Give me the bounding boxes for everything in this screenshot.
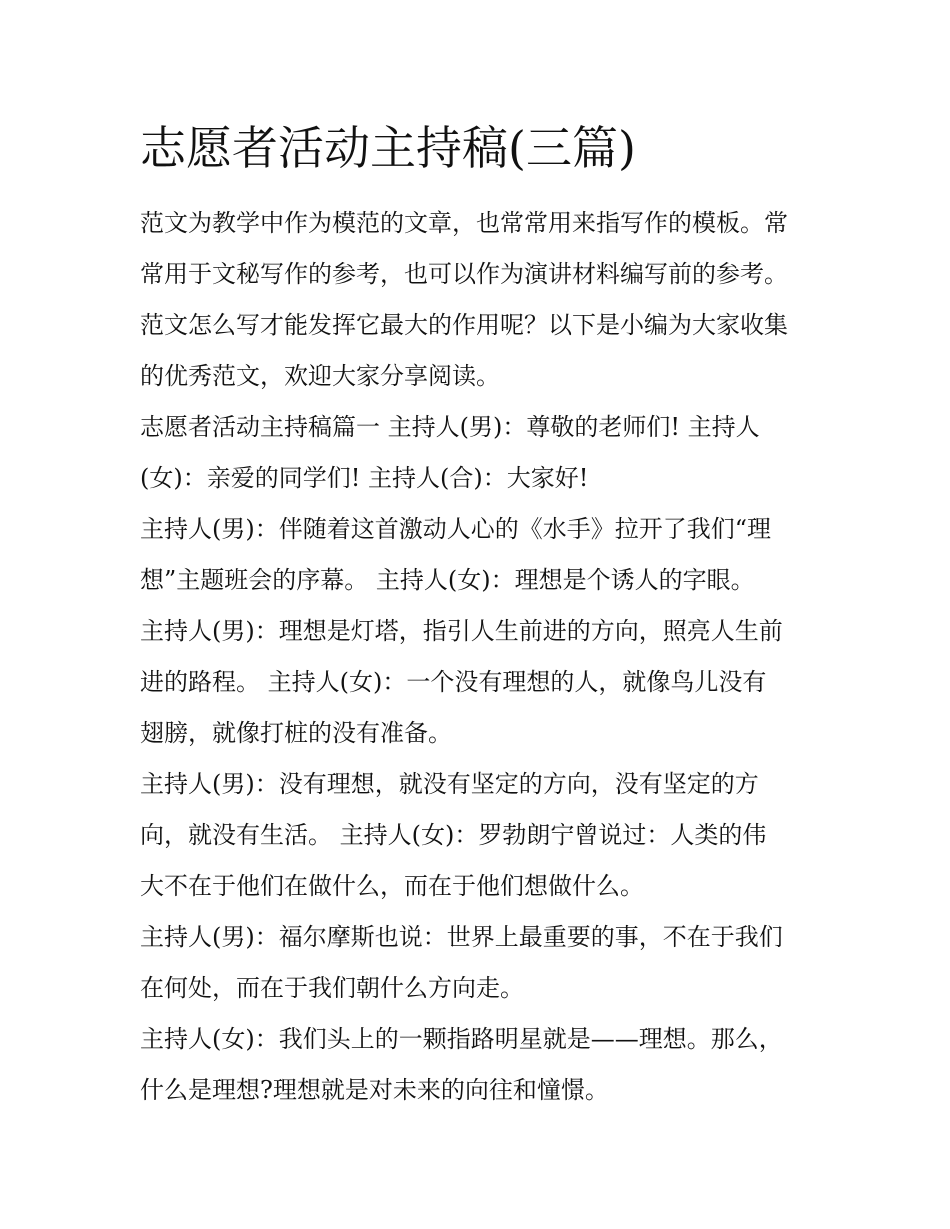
document-body	[140, 198, 820, 1116]
body-line: 范文为教学中作为模范的文章，也常常用来指写作的模板。常	[140, 209, 788, 237]
body-line: 范文怎么写才能发挥它最大的作用呢？以下是小编为大家收集	[140, 311, 788, 339]
body-line: 在何处，而在于我们朝什么方向走。	[140, 974, 524, 1002]
body-line: 主持人(男)：理想是灯塔，指引人生前进的方向，照亮人生前	[140, 617, 783, 645]
body-line: 大不在于他们在做什么，而在于他们想做什么。	[140, 872, 644, 900]
body-line: (女)：亲爱的同学们! 主持人(合)：大家好!	[140, 464, 589, 492]
body-line: 的优秀范文，欢迎大家分享阅读。	[140, 362, 500, 390]
body-line: 常用于文秘写作的参考，也可以作为演讲材料编写前的参考。	[140, 260, 788, 288]
body-line: 主持人(男)：伴随着这首激动人心的《水手》拉开了我们“理	[140, 515, 771, 543]
body-line: 主持人(女)：我们头上的一颗指路明星就是——理想。那么，	[140, 1025, 783, 1053]
body-line: 志愿者活动主持稿篇一 主持人(男)：尊敬的老师们! 主持人	[140, 413, 760, 441]
body-line: 进的路程。 主持人(女)：一个没有理想的人，就像鸟儿没有	[140, 668, 767, 696]
document-title: 志愿者活动主持稿(三篇)	[140, 121, 636, 175]
body-line: 想”主题班会的序幕。 主持人(女)：理想是个诱人的字眼。	[140, 566, 755, 594]
body-line: 主持人(男)：福尔摩斯也说：世界上最重要的事，不在于我们	[140, 923, 783, 951]
body-line: 什么是理想?理想就是对未来的向往和憧憬。	[140, 1076, 609, 1104]
body-line: 向，就没有生活。 主持人(女)：罗勃朗宁曾说过：人类的伟	[140, 821, 767, 849]
body-line: 主持人(男)：没有理想，就没有坚定的方向，没有坚定的方	[140, 770, 759, 798]
body-line: 翅膀，就像打桩的没有准备。	[140, 719, 452, 747]
